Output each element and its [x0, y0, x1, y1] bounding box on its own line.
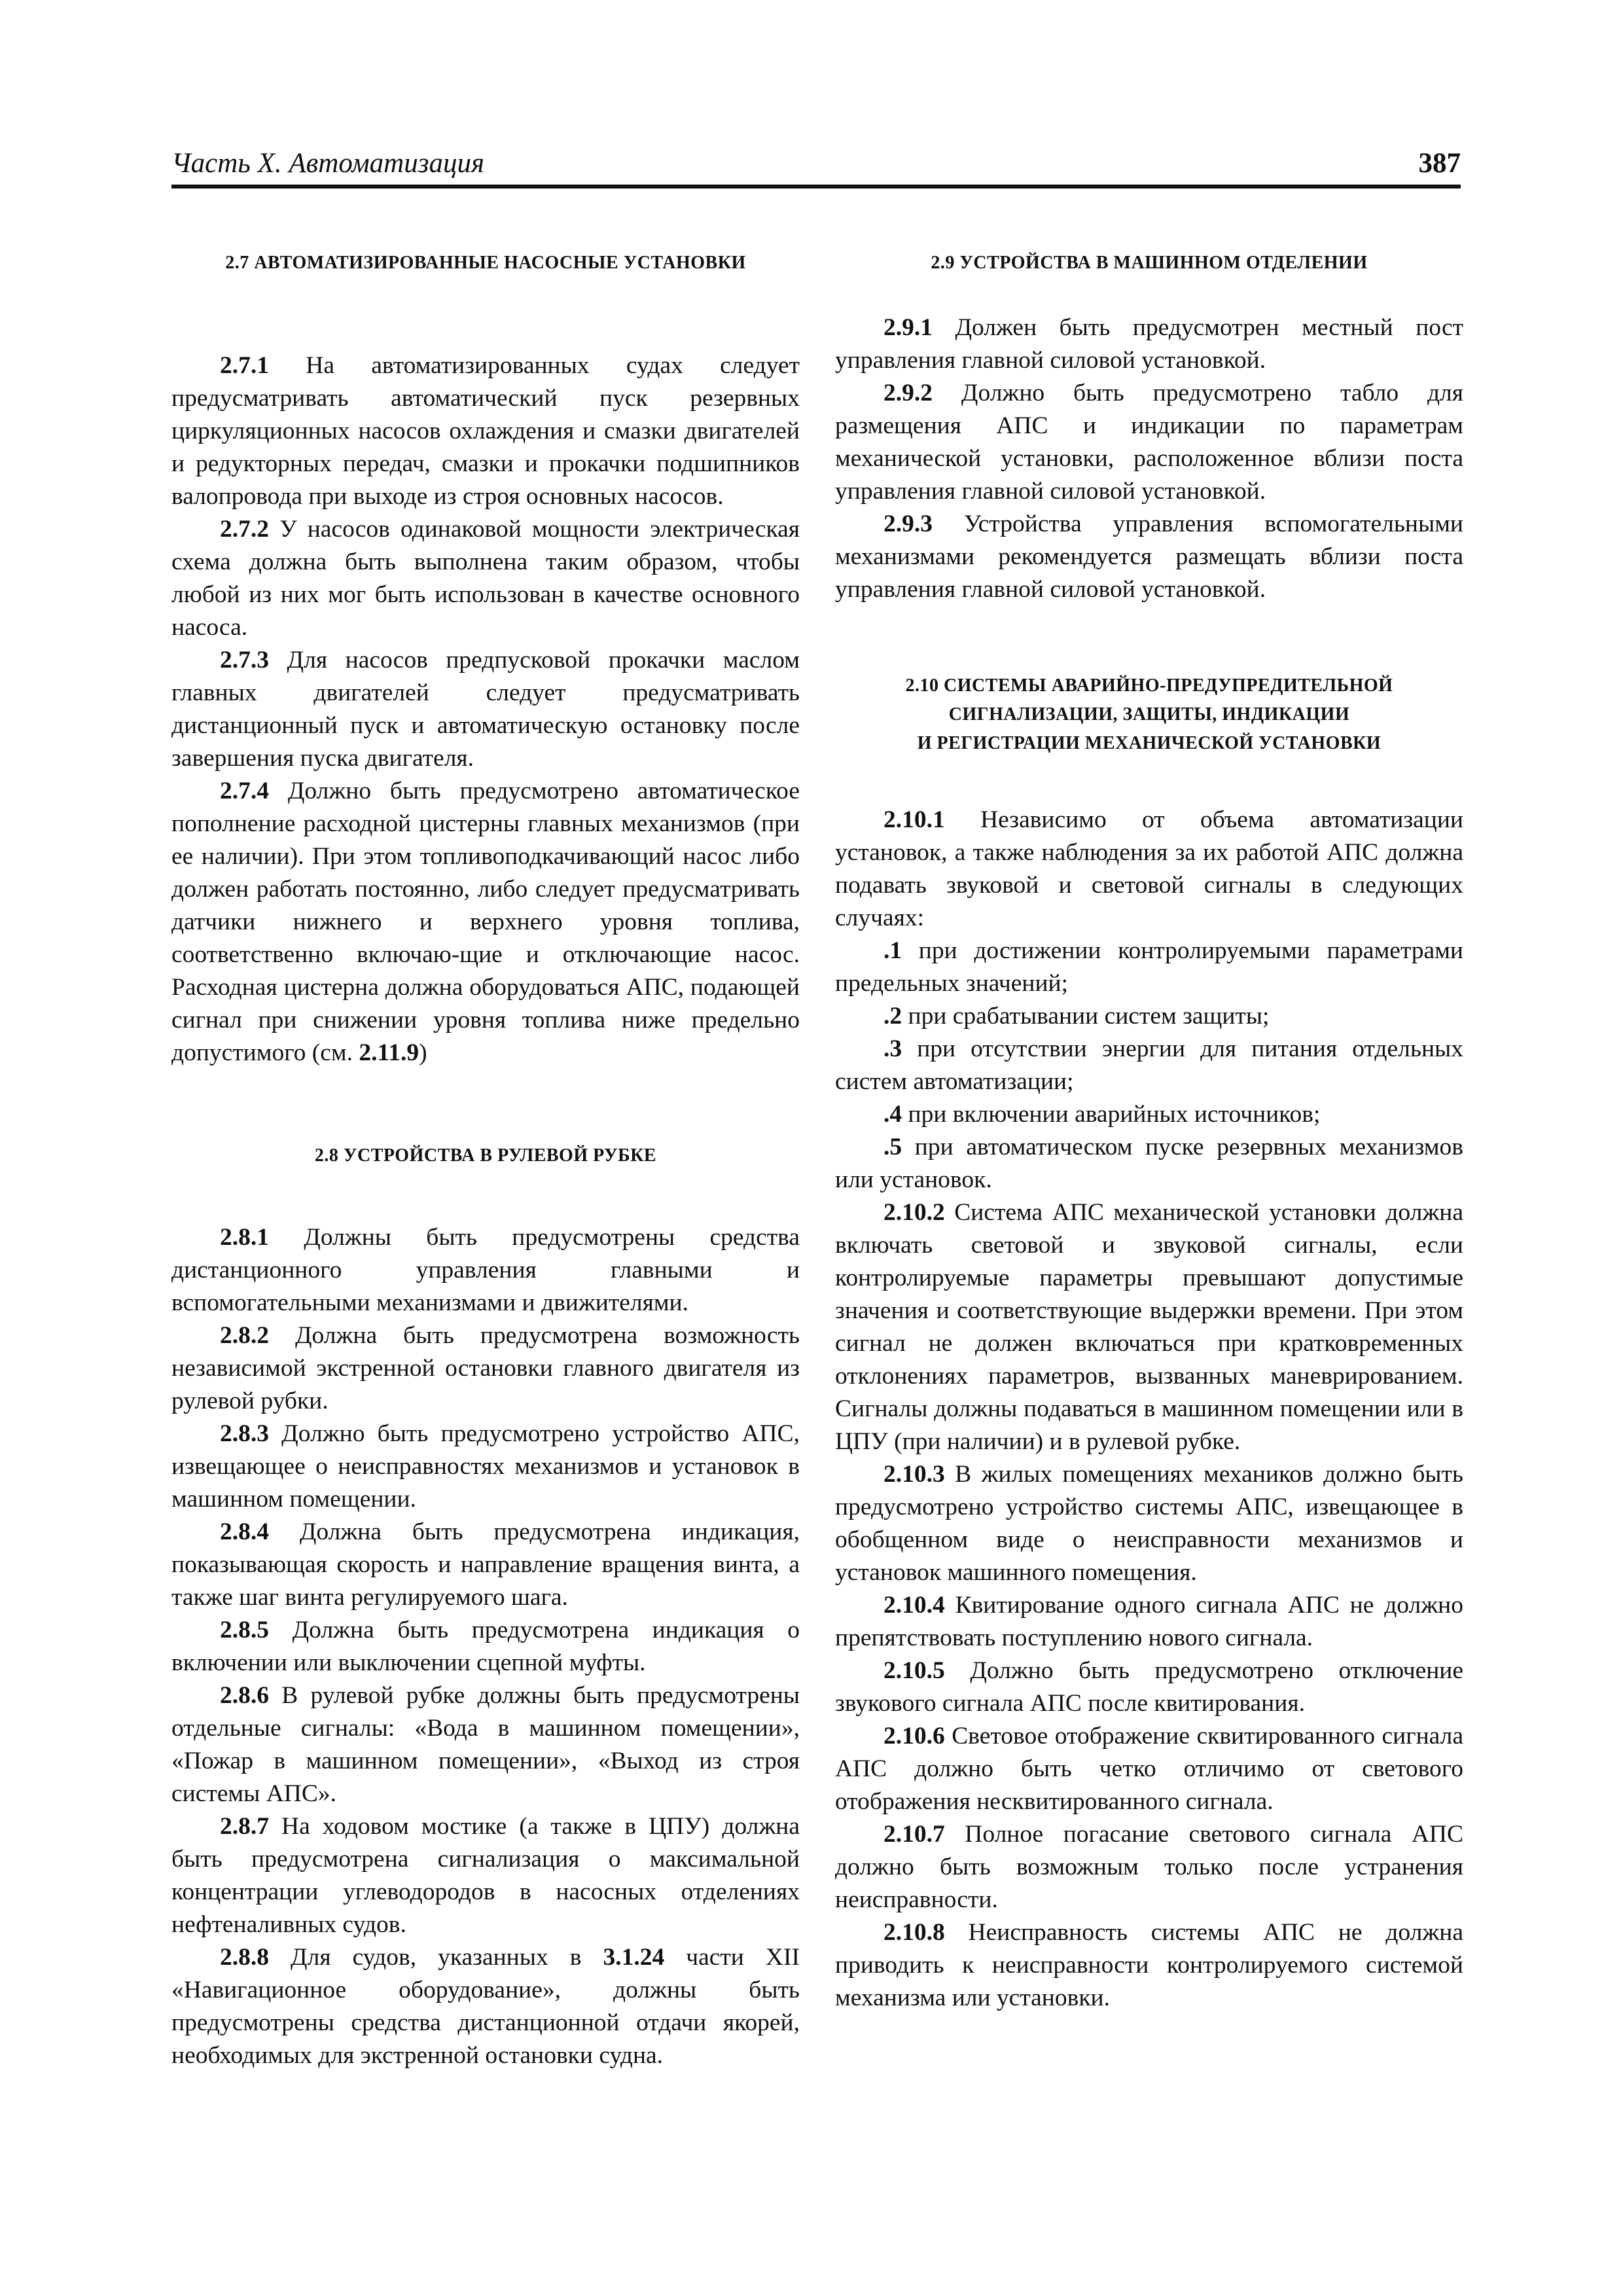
paragraph-2-10-4: 2.10.4 Квитирование одного сигнала АПС не должно препятствовать поступлению нового сигнала.: [835, 1592, 1463, 1651]
paragraph-2-8-6: 2.8.6 В рулевой рубке должны быть предусмотрены отдельные сигналы: «Вода в машинном помещении», «Пожар в машинном помещении», «Выход из строя системы АПС».: [171, 1682, 800, 1807]
cross-reference: 2.11.9: [359, 1039, 419, 1066]
paragraph-2-8-7: 2.8.7 На ходовом мостике (а также в ЦПУ) должна быть предусмотрена сигнализация о максимальной концентрации углеводородов в насосных отделениях нефтеналивных судов.: [171, 1813, 800, 1938]
paragraph-2-7-3: 2.7.3 Для насосов предпусковой прокачки маслом главных двигателей следует предусматривать дистанционный пуск и автоматическую остановку после завершения пуска двигателя.: [171, 647, 800, 772]
section-2-10-heading: 2.10 СИСТЕМЫ АВАРИЙНО-ПРЕДУПРЕДИТЕЛЬНОЙ СИГНАЛИЗАЦИИ, ЗАЩИТЫ, ИНДИКАЦИИ И РЕГИСТРАЦИИ МЕХАНИЧЕСКОЙ УСТАНОВКИ: [905, 675, 1393, 753]
list-item: .2 при срабатывании систем защиты;: [883, 1003, 1270, 1030]
paragraph-2-10-1: 2.10.1 Независимо от объема автоматизации установок, а также наблюдения за их работой АПС должна подавать звуковой и световой сигналы в следующих случаях:: [835, 806, 1463, 931]
paragraph-2-8-4: 2.8.4 Должна быть предусмотрена индикация, показывающая скорость и направление вращения винта, а также шаг винта регулируемого шага.: [171, 1518, 800, 1611]
list-item: .5 при автоматическом пуске резервных механизмов или установок.: [835, 1134, 1463, 1193]
header-section-title: Часть X. Автоматизация: [171, 148, 484, 179]
paragraph-2-8-8: 2.8.8 Для судов, указанных в 3.1.24 части XII «Навигационное оборудование», должны быть предусмотрены средства дистанционной отдачи якорей, необходимых для экстренной остановки судна.: [171, 1944, 800, 2069]
section-2-9-heading: 2.9 УСТРОЙСТВА В МАШИННОМ ОТДЕЛЕНИИ: [931, 253, 1368, 273]
paragraph-2-9-3: 2.9.3 Устройства управления вспомогательными механизмами рекомендуется размещать вблизи поста управления главной силовой установкой.: [835, 511, 1463, 603]
list-item: .3 при отсутствии энергии для питания отдельных систем автоматизации;: [835, 1035, 1463, 1095]
paragraph-2-8-2: 2.8.2 Должна быть предусмотрена возможность независимой экстренной остановки главного двигателя из рулевой рубки.: [171, 1322, 800, 1414]
paragraph-2-9-2: 2.9.2 Должно быть предусмотрено табло для размещения АПС и индикации по параметрам механической установки, расположенное вблизи поста управления главной силовой установкой.: [835, 380, 1463, 505]
paragraph-2-7-1: 2.7.1 На автоматизированных судах следует предусматривать автоматический пуск резервных циркуляционных насосов охлаждения и смазки двигателей и редукторных передач, смазки и прокачки подшипников валопровода при выходе из строя основных насосов.: [171, 352, 800, 510]
paragraph-2-9-1: 2.9.1 Должен быть предусмотрен местный пост управления главной силовой установкой.: [835, 314, 1463, 374]
paragraph-2-10-5: 2.10.5 Должно быть предусмотрено отключение звукового сигнала АПС после квитирования.: [835, 1657, 1463, 1717]
left-column: [171, 249, 800, 2072]
paragraph-2-10-8: 2.10.8 Неисправность системы АПС не должна приводить к неисправности контролируемого системой механизма или установки.: [835, 1919, 1463, 2011]
paragraph-2-7-4: 2.7.4 Должно быть предусмотрено автоматическое пополнение расходной цистерны главных механизмов (при ее наличии). При этом топливоподкачивающий насос либо должен работать постоянно, либо следует предусматривать датчики нижнего и верхнего уровня топлива, соответственно включаю-щие и отключающие насос. Расходная цистерна должна оборудоваться АПС, подающей сигнал при снижении уровня топлива ниже предельно допустимого (см. 2.11.9): [171, 778, 800, 1066]
paragraph-2-8-1: 2.8.1 Должны быть предусмотрены средства дистанционного управления главными и вспомогательными механизмами и движителями.: [171, 1224, 800, 1316]
right-column: [835, 249, 1463, 2015]
paragraph-2-8-3: 2.8.3 Должно быть предусмотрено устройство АПС, извещающее о неисправностях механизмов и установок в машинном помещении.: [171, 1420, 800, 1513]
list-item: .4 при включении аварийных источников;: [883, 1101, 1321, 1128]
section-2-7-heading: 2.7 АВТОМАТИЗИРОВАННЫЕ НАСОСНЫЕ УСТАНОВКИ: [225, 253, 746, 273]
page-number: 387: [1418, 148, 1461, 179]
paragraph-2-10-3: 2.10.3 В жилых помещениях механиков должно быть предусмотрено устройство системы АПС, извещающее в обобщенном виде о неисправности механизмов и установок машинного помещения.: [835, 1461, 1463, 1586]
cross-reference: 3.1.24: [603, 1944, 665, 1971]
paragraph-2-8-5: 2.8.5 Должна быть предусмотрена индикация о включении или выключении сцепной муфты.: [171, 1617, 800, 1676]
paragraph-2-10-6: 2.10.6 Световое отображение сквитированного сигнала АПС должно быть четко отличимо от светового отображения несквитированного сигнала.: [835, 1723, 1463, 1815]
paragraph-2-7-2: 2.7.2 У насосов одинаковой мощности электрическая схема должна быть выполнена таким образом, чтобы любой из них мог быть использован в качестве основного насоса.: [171, 516, 800, 641]
paragraph-2-10-2: 2.10.2 Система АПС механической установки должна включать световой и звуковой сигналы, если контролируемые параметры превышают допустимые значения и соответствующие выдержки времени. При этом сигнал не должен включаться при кратковременных отклонениях параметров, вызванных маневрированием. Сигналы должны подаваться в машинном помещении или в ЦПУ (при наличии) и в рулевой рубке.: [835, 1199, 1463, 1455]
list-item: .1 при достижении контролируемыми параметрами предельных значений;: [835, 937, 1463, 997]
section-2-8-heading: 2.8 УСТРОЙСТВА В РУЛЕВОЙ РУБКЕ: [314, 1145, 657, 1166]
running-header: [171, 145, 1461, 188]
paragraph-2-10-7: 2.10.7 Полное погасание светового сигнала АПС должно быть возможным только после устранения неисправности.: [835, 1821, 1463, 1913]
